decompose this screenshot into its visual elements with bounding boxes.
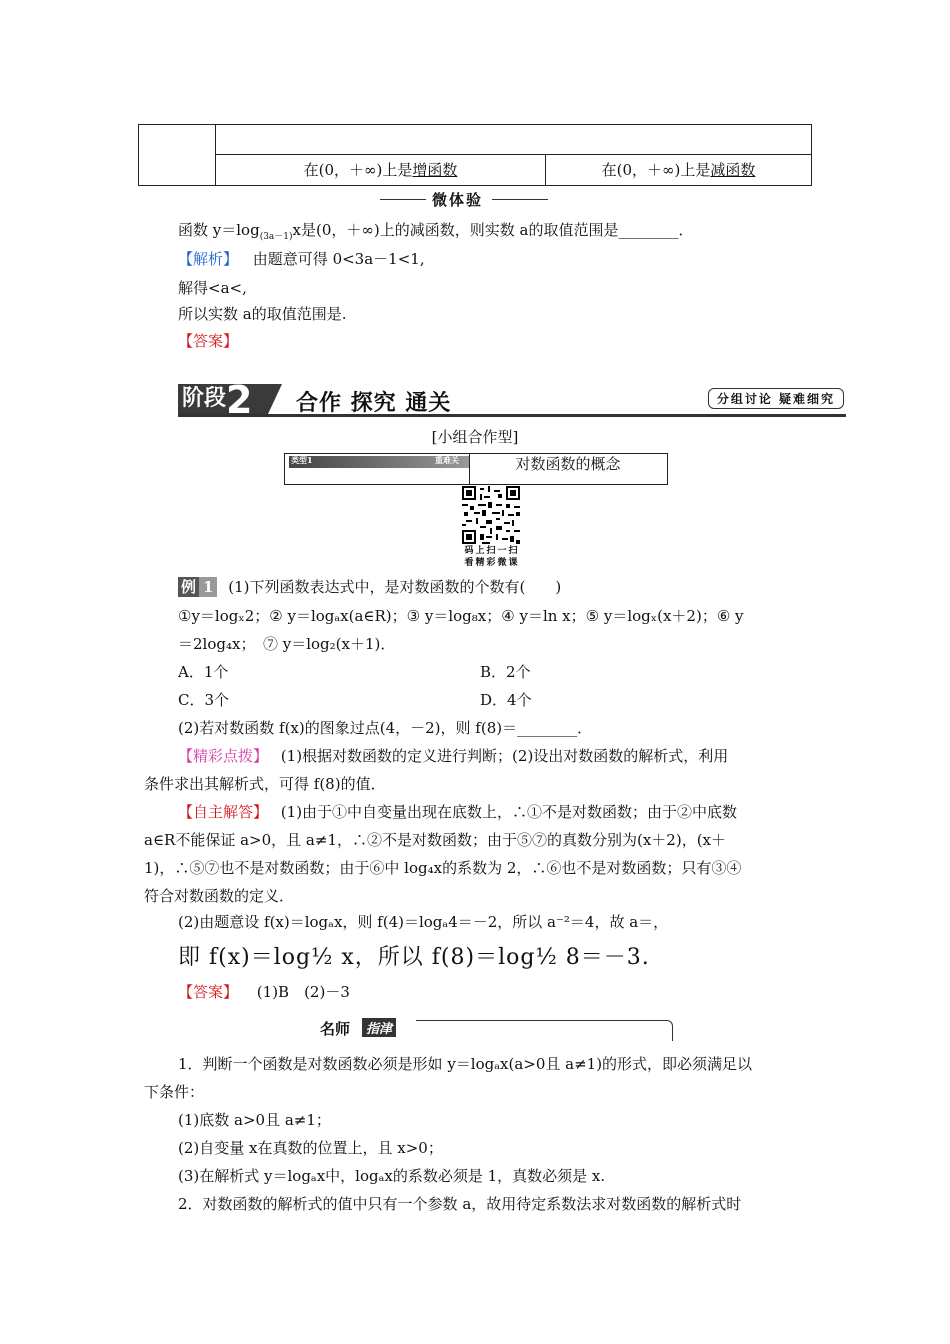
text: x是(0，＋∞)上的减函数，则实数 a的取值范围是________． [292,221,694,239]
group-type-label: [小组合作型] [431,428,519,446]
tips-line-2: 条件求出其解析式，可得 f(8)的值． [144,775,386,793]
cell-text: 在(0，＋∞)上是 [601,161,711,179]
type-name: 对数函数的概念 [515,455,621,473]
example-question-2: (2)若对数函数 f(x)的图象过点(4，－2)，则 f(8)＝________． [178,719,593,737]
answer-tag [178,331,238,351]
example-items-line: ＝2log₄x； ⑦ y＝log₂(x＋1)． [178,635,396,653]
stage-number: 2 [226,378,253,422]
subscript: (3a－1) [259,232,293,242]
tip-line: 2．对数函数的解析式的值中只有一个参数 a，故用待定系数法求对数函数的解析式时 [178,1195,742,1213]
option-a: A．1个 [178,663,229,681]
option-d: D．4个 [480,691,532,709]
mingshi-header [316,1018,676,1044]
formula-line: 即 f(x)＝log½ x，所以 f(8)＝log½ 8＝－3. [178,945,650,970]
example-items-line: ①y＝logₓ2；② y＝logₐx(a∈R)；③ y＝log₈x；④ y＝ln x；⑤ y＝logₓ(x＋2)；⑥ y [178,607,744,625]
cell-text: 在(0，＋∞)上是 [303,161,413,179]
tips-line [178,746,728,766]
qr-caption-line: 码上扫一扫 [464,546,520,556]
table-cell-increasing [216,156,545,184]
stage-pill: 分组讨论 疑难细究 [708,388,844,409]
solution-line [178,802,737,822]
solution-text: (1)由于①中自变量出现在底数上，∴①不是对数函数；由于②中底数 [280,803,738,821]
solution-tag: 【自主解答】 [178,803,269,821]
example-label: 例 [178,577,199,597]
option-b: B．2个 [480,663,531,681]
example-header [178,577,561,597]
answer-label: 【答案】 [178,983,239,1001]
solution-line-2: a∈R不能保证 a>0，且 a≠1，∴②不是对数函数；由于⑤⑦的真数分别为(x＋2)，(x＋ [144,831,727,849]
tip-line: (3)在解析式 y＝logₐx中，logₐx的系数必须是 1，真数必须是 x. [178,1167,606,1185]
type-number: 类型1 [291,455,313,465]
text: 函数 y＝log [178,221,260,239]
analysis-text: 由题意可得 0<3a－1<1, [252,250,425,268]
stage-label: 阶段 [178,384,268,414]
property-table [138,124,812,186]
qr-caption-line: 看精彩微课 [464,558,520,568]
answer-text: (1)B (2)－3 [256,983,350,1001]
conclusion-line: 所以实数 a的取值范围是. [178,305,347,323]
solve-line: 解得<a<, [178,279,247,297]
cell-underlined: 减函数 [710,161,756,179]
answer-line [178,982,350,1002]
tips-tag: 【精彩点拨】 [178,747,269,765]
tips-text: (1)根据对数函数的定义进行判断；(2)设出对数函数的解析式，利用 [280,747,729,765]
mingshi-badge: 指津 [362,1018,396,1037]
example-number: 1 [199,577,217,597]
analysis-tag: 【解析】 [178,250,239,268]
divider [380,199,426,200]
qr-code-icon[interactable] [462,486,520,544]
answer-label: 【答案】 [178,332,239,350]
type-level: 重难关 [435,455,459,465]
analysis-line [178,249,425,269]
qr-caption [462,545,522,569]
table-row-divider [216,154,811,155]
cell-underlined: 增函数 [412,161,458,179]
solution-line-5: (2)由题意设 f(x)＝logₐx，则 f(4)＝logₐ4＝－2，所以 a⁻²＝4，故 a＝， [178,913,669,931]
stage-banner [178,378,846,422]
option-c: C．3个 [178,691,230,709]
solution-line-4: 符合对数函数的定义． [144,887,295,905]
mingshi-frame [416,1020,673,1041]
mingshi-label: 名师 [320,1020,351,1038]
table-cell-decreasing [546,156,811,184]
tip-line: 下条件： [144,1083,205,1101]
question-line [178,220,693,247]
section-header-weitiyan [380,188,548,210]
solution-line-3: 1)，∴⑤⑦也不是对数函数；由于⑥中 log₄x的系数为 2，∴⑥也不是对数函数；只有③④ [144,859,742,877]
stage-title: 合作 探究 通关 [296,391,452,416]
tip-line: 1．判断一个函数是对数函数必须是形如 y＝logₐx(a>0且 a≠1)的形式，即必须满足以 [178,1055,753,1073]
tip-line: (2)自变量 x在真数的位置上，且 x>0； [178,1139,443,1157]
tip-line: (1)底数 a>0且 a≠1； [178,1111,331,1129]
example-question-1: (1)下列函数表达式中，是对数函数的个数有( ) [228,578,562,596]
type-box [284,453,668,485]
section-title: 微体验 [432,191,484,209]
banner-notch [268,384,282,414]
divider [492,199,548,200]
table-label-cell [139,125,216,185]
